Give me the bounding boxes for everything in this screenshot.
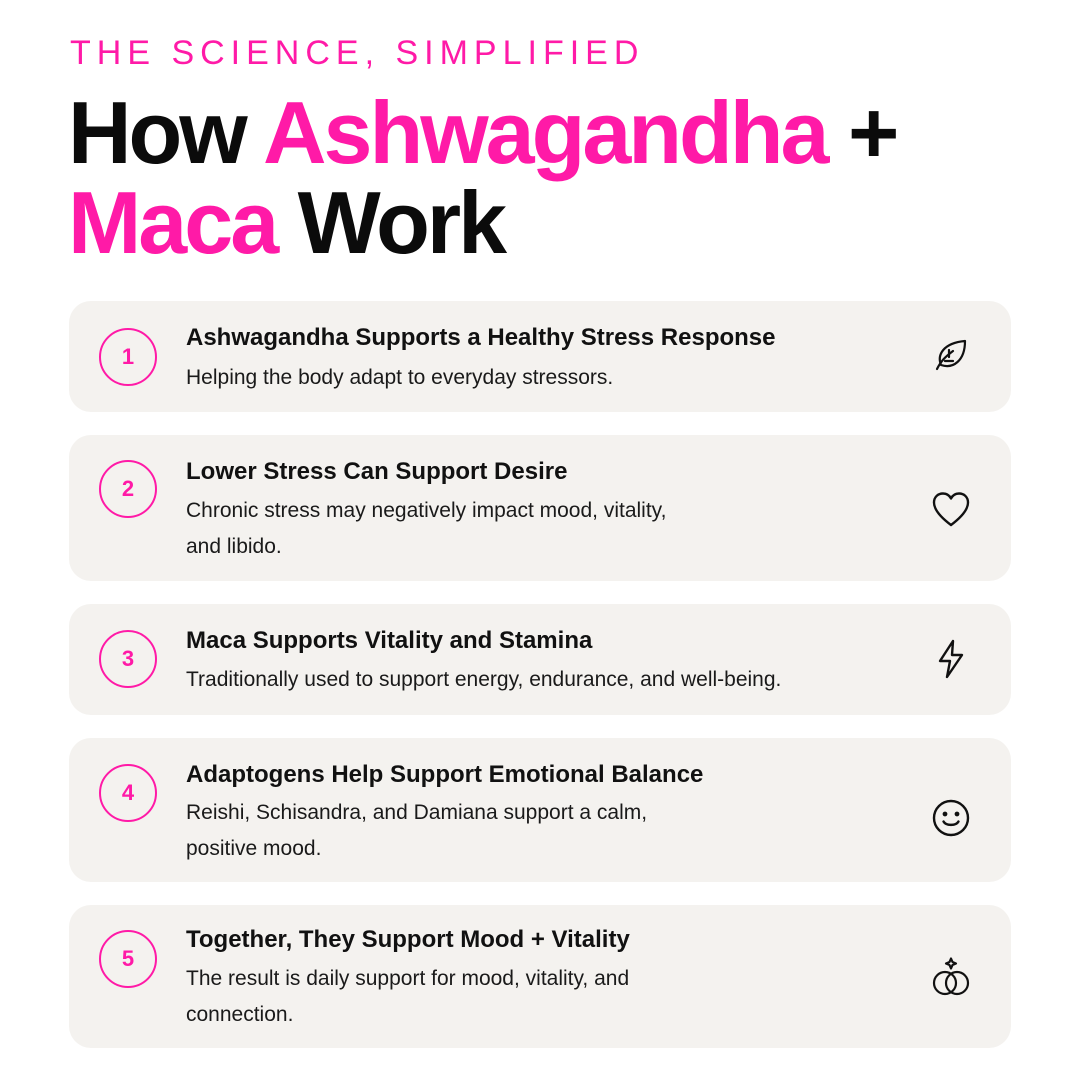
- info-card-1: [69, 301, 1011, 412]
- lightning-icon: [931, 639, 971, 679]
- step-number-badge: 5: [99, 930, 157, 988]
- card-title: Adaptogens Help Support Emotional Balance: [186, 761, 704, 788]
- title-maca: Maca: [68, 173, 277, 272]
- title-line-2: [68, 173, 896, 272]
- card-body-line: The result is daily support for mood, vitality, and: [186, 967, 630, 990]
- card-body-line: positive mood.: [186, 837, 322, 860]
- step-number-badge: 4: [99, 764, 157, 822]
- title-line-1: [68, 83, 897, 182]
- info-card-5: [69, 905, 1011, 1048]
- card-body-line: Traditionally used to support energy, endurance, and well-being.: [186, 668, 782, 691]
- title-plus: +: [847, 83, 897, 182]
- page-title: [68, 83, 897, 272]
- title-how: How: [68, 83, 245, 182]
- leaf-icon: [931, 335, 971, 375]
- card-body-line: Chronic stress may negatively impact mood, vitality,: [186, 499, 667, 522]
- title-ashwagandha: Ashwagandha: [262, 83, 827, 182]
- step-number-badge: 3: [99, 630, 157, 688]
- card-body: [186, 961, 629, 1033]
- card-body-line: Helping the body adapt to everyday stressors.: [186, 366, 614, 389]
- card-body: [186, 795, 647, 867]
- card-body: [186, 662, 781, 698]
- info-card-3: [69, 604, 1011, 715]
- step-number-badge: 2: [99, 460, 157, 518]
- rings-icon: [931, 957, 971, 997]
- card-body-line: Reishi, Schisandra, and Damiana support a calm,: [186, 801, 648, 824]
- info-card-4: [69, 738, 1011, 882]
- eyebrow-label: THE SCIENCE, SIMPLIFIED: [70, 34, 645, 72]
- card-body-line: connection.: [186, 1003, 294, 1026]
- card-body-line: and libido.: [186, 535, 282, 558]
- smiley-icon: [931, 798, 971, 838]
- card-body: [186, 360, 613, 396]
- card-title: Maca Supports Vitality and Stamina: [186, 627, 593, 654]
- step-number-badge: 1: [99, 328, 157, 386]
- card-body: [186, 493, 666, 565]
- card-title: Ashwagandha Supports a Healthy Stress Response: [186, 324, 776, 351]
- heart-icon: [931, 490, 971, 530]
- card-title: Together, They Support Mood + Vitality: [186, 926, 630, 953]
- title-work: Work: [297, 173, 505, 272]
- card-title: Lower Stress Can Support Desire: [186, 458, 568, 485]
- info-card-2: [69, 435, 1011, 581]
